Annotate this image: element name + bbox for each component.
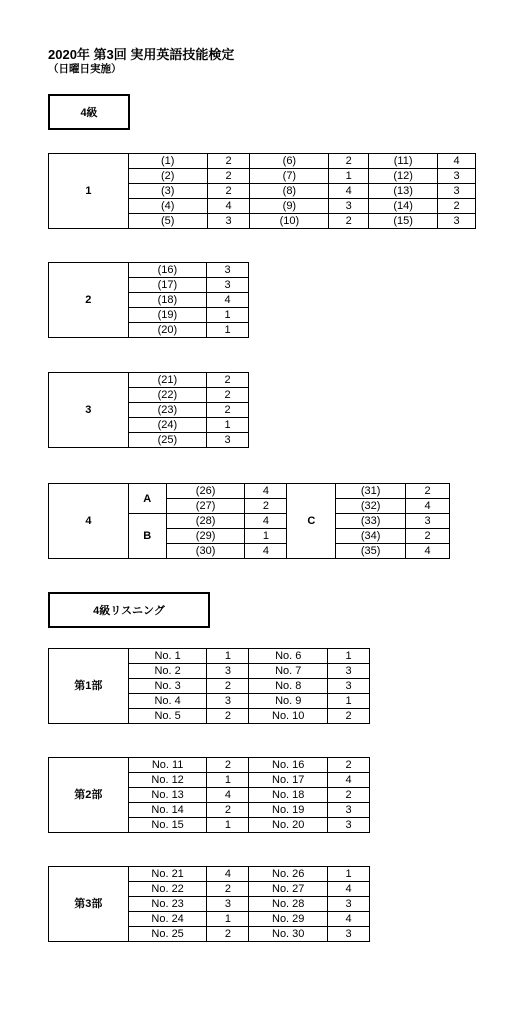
answer-cell: 3 xyxy=(328,927,370,942)
answer-cell: 3 xyxy=(207,694,249,709)
question-number: No. 10 xyxy=(249,709,328,724)
listening-part-3-table xyxy=(48,866,370,942)
answer-cell: 2 xyxy=(328,758,370,773)
question-number: No. 4 xyxy=(128,694,207,709)
page-title: 2020年 第3回 実用英語技能検定 xyxy=(48,47,235,62)
question-number: No. 8 xyxy=(249,679,328,694)
question-number: No. 15 xyxy=(128,818,207,833)
table-row xyxy=(49,484,450,499)
answer-cell: 1 xyxy=(207,649,249,664)
part-name: 第2部 xyxy=(49,758,129,833)
question-number: No. 13 xyxy=(128,788,207,803)
grade-label: 4級 xyxy=(48,94,130,130)
question-number: (14) xyxy=(369,199,438,214)
question-number: No. 25 xyxy=(128,927,207,942)
question-number: (7) xyxy=(250,169,329,184)
answer-cell: 2 xyxy=(329,214,369,229)
part-name: 第3部 xyxy=(49,867,129,942)
answer-cell: 3 xyxy=(438,184,476,199)
answer-cell: 2 xyxy=(207,169,250,184)
question-number: (16) xyxy=(128,263,207,278)
answer-cell: 3 xyxy=(207,214,250,229)
question-number: No. 6 xyxy=(249,649,328,664)
question-number: (21) xyxy=(128,373,207,388)
section-1-table xyxy=(48,153,476,229)
listening-part-1-table xyxy=(48,648,370,724)
question-number: No. 29 xyxy=(249,912,328,927)
section-4-table xyxy=(48,483,450,559)
answer-cell: 3 xyxy=(328,679,370,694)
answer-cell: 1 xyxy=(329,169,369,184)
answer-cell: 1 xyxy=(328,649,370,664)
question-number: (17) xyxy=(128,278,207,293)
answer-cell: 3 xyxy=(328,818,370,833)
section-2-table xyxy=(48,262,249,338)
part-name: 第1部 xyxy=(49,649,129,724)
answer-cell: 3 xyxy=(438,169,476,184)
question-number: (29) xyxy=(166,529,245,544)
question-number: No. 11 xyxy=(128,758,207,773)
table-row xyxy=(49,373,249,388)
answer-cell: 3 xyxy=(328,897,370,912)
question-number: No. 1 xyxy=(128,649,207,664)
group-label-b: B xyxy=(128,514,166,559)
question-number: (15) xyxy=(369,214,438,229)
answer-cell: 2 xyxy=(245,499,287,514)
answer-cell: 4 xyxy=(328,882,370,897)
question-number: No. 17 xyxy=(249,773,328,788)
question-number: No. 7 xyxy=(249,664,328,679)
answer-cell: 2 xyxy=(207,803,249,818)
answer-cell: 4 xyxy=(406,499,450,514)
answer-cell: 3 xyxy=(207,897,249,912)
answer-cell: 2 xyxy=(207,709,249,724)
answer-cell: 4 xyxy=(207,199,250,214)
question-number: (31) xyxy=(336,484,406,499)
answer-cell: 2 xyxy=(207,373,249,388)
question-number: (24) xyxy=(128,418,207,433)
question-number: (10) xyxy=(250,214,329,229)
table-row xyxy=(49,263,249,278)
answer-cell: 2 xyxy=(328,788,370,803)
question-number: (6) xyxy=(250,154,329,169)
question-number: (33) xyxy=(336,514,406,529)
question-number: (12) xyxy=(369,169,438,184)
question-number: No. 27 xyxy=(249,882,328,897)
group-label-c: C xyxy=(287,484,336,559)
question-number: No. 5 xyxy=(128,709,207,724)
answer-cell: 1 xyxy=(207,308,249,323)
question-number: No. 22 xyxy=(128,882,207,897)
answer-cell: 3 xyxy=(329,199,369,214)
answer-cell: 4 xyxy=(245,514,287,529)
question-number: (30) xyxy=(166,544,245,559)
answer-cell: 3 xyxy=(406,514,450,529)
answer-cell: 2 xyxy=(406,529,450,544)
section-3-table xyxy=(48,372,249,448)
answer-cell: 1 xyxy=(207,418,249,433)
answer-cell: 2 xyxy=(207,927,249,942)
answer-cell: 4 xyxy=(329,184,369,199)
group-label-a: A xyxy=(128,484,166,514)
question-number: No. 3 xyxy=(128,679,207,694)
question-number: (35) xyxy=(336,544,406,559)
answer-cell: 4 xyxy=(328,912,370,927)
question-number: No. 21 xyxy=(128,867,207,882)
question-number: (28) xyxy=(166,514,245,529)
section-number: 1 xyxy=(49,154,129,229)
question-number: (27) xyxy=(166,499,245,514)
question-number: No. 16 xyxy=(249,758,328,773)
question-number: (5) xyxy=(128,214,207,229)
question-number: No. 9 xyxy=(249,694,328,709)
question-number: (13) xyxy=(369,184,438,199)
answer-cell: 2 xyxy=(207,388,249,403)
question-number: No. 30 xyxy=(249,927,328,942)
answer-cell: 3 xyxy=(207,278,249,293)
answer-cell: 4 xyxy=(245,544,287,559)
answer-cell: 1 xyxy=(328,694,370,709)
answer-cell: 4 xyxy=(245,484,287,499)
page-subtitle: （日曜日実施） xyxy=(48,63,122,75)
table-row xyxy=(49,758,370,773)
question-number: No. 24 xyxy=(128,912,207,927)
question-number: No. 23 xyxy=(128,897,207,912)
answer-cell: 2 xyxy=(207,154,250,169)
question-number: (11) xyxy=(369,154,438,169)
question-number: (1) xyxy=(128,154,207,169)
question-number: (23) xyxy=(128,403,207,418)
answer-cell: 4 xyxy=(207,867,249,882)
answer-cell: 4 xyxy=(328,773,370,788)
question-number: No. 2 xyxy=(128,664,207,679)
answer-cell: 3 xyxy=(207,664,249,679)
answer-cell: 2 xyxy=(438,199,476,214)
listening-label: 4級リスニング xyxy=(48,592,210,628)
question-number: (20) xyxy=(128,323,207,338)
answer-cell: 2 xyxy=(329,154,369,169)
section-number: 4 xyxy=(49,484,129,559)
question-number: (8) xyxy=(250,184,329,199)
question-number: No. 19 xyxy=(249,803,328,818)
section-number: 2 xyxy=(49,263,129,338)
question-number: (18) xyxy=(128,293,207,308)
answer-cell: 4 xyxy=(406,544,450,559)
question-number: (26) xyxy=(166,484,245,499)
answer-cell: 3 xyxy=(207,263,249,278)
question-number: (9) xyxy=(250,199,329,214)
question-number: (32) xyxy=(336,499,406,514)
answer-cell: 4 xyxy=(207,293,249,308)
answer-cell: 4 xyxy=(438,154,476,169)
answer-cell: 2 xyxy=(207,758,249,773)
question-number: (4) xyxy=(128,199,207,214)
question-number: (2) xyxy=(128,169,207,184)
listening-part-2-table xyxy=(48,757,370,833)
answer-cell: 2 xyxy=(207,184,250,199)
question-number: No. 28 xyxy=(249,897,328,912)
table-row xyxy=(49,154,476,169)
answer-cell: 1 xyxy=(245,529,287,544)
answer-cell: 2 xyxy=(406,484,450,499)
answer-cell: 1 xyxy=(207,773,249,788)
answer-cell: 2 xyxy=(207,403,249,418)
answer-cell: 1 xyxy=(207,323,249,338)
answer-cell: 1 xyxy=(207,818,249,833)
question-number: (25) xyxy=(128,433,207,448)
question-number: (34) xyxy=(336,529,406,544)
section-number: 3 xyxy=(49,373,129,448)
answer-cell: 2 xyxy=(207,679,249,694)
question-number: No. 20 xyxy=(249,818,328,833)
question-number: (19) xyxy=(128,308,207,323)
answer-cell: 1 xyxy=(207,912,249,927)
question-number: No. 18 xyxy=(249,788,328,803)
table-row xyxy=(49,649,370,664)
answer-cell: 3 xyxy=(207,433,249,448)
answer-cell: 2 xyxy=(207,882,249,897)
question-number: No. 26 xyxy=(249,867,328,882)
answer-cell: 3 xyxy=(438,214,476,229)
table-row xyxy=(49,867,370,882)
answer-cell: 3 xyxy=(328,803,370,818)
question-number: No. 14 xyxy=(128,803,207,818)
answer-cell: 2 xyxy=(328,709,370,724)
question-number: No. 12 xyxy=(128,773,207,788)
answer-cell: 4 xyxy=(207,788,249,803)
answer-cell: 3 xyxy=(328,664,370,679)
answer-cell: 1 xyxy=(328,867,370,882)
question-number: (3) xyxy=(128,184,207,199)
question-number: (22) xyxy=(128,388,207,403)
